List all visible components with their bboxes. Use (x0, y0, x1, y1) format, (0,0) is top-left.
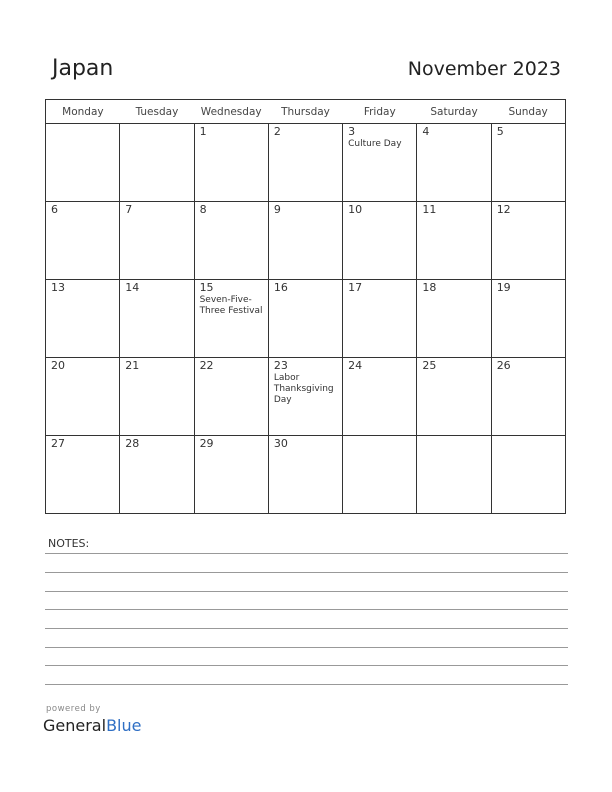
day-cell (491, 280, 565, 358)
week-row (46, 358, 566, 436)
day-event (195, 138, 268, 139)
day-number: 13 (51, 281, 65, 294)
day-event (417, 372, 490, 373)
day-cell (343, 202, 417, 280)
day-cell (417, 202, 491, 280)
day-event (417, 138, 490, 139)
country-title: Japan (52, 56, 114, 81)
day-event (343, 372, 416, 373)
weekday-header-row (46, 100, 566, 124)
day-cell (268, 280, 342, 358)
day-event (492, 372, 565, 373)
notes-line (45, 665, 568, 666)
day-event (492, 138, 565, 139)
notes-line (45, 628, 568, 629)
brand-logo (43, 716, 141, 735)
day-number: 27 (51, 437, 65, 450)
weekday-wednesday: Wednesday (194, 100, 268, 124)
day-number: 23 (273, 359, 288, 372)
day-event (492, 437, 565, 438)
notes-label: NOTES: (48, 537, 90, 550)
brand-general: General (43, 716, 107, 735)
day-event (492, 294, 565, 295)
day-number: 19 (496, 281, 511, 294)
day-number: 17 (348, 281, 363, 294)
weekday-sunday: Sunday (491, 100, 565, 124)
day-event (120, 372, 193, 373)
day-number: 16 (273, 281, 288, 294)
day-event (195, 372, 268, 373)
day-cell (491, 436, 565, 514)
day-cell (268, 358, 342, 436)
day-number: 5 (496, 125, 504, 138)
day-cell (194, 124, 268, 202)
day-cell (194, 202, 268, 280)
weekday-tuesday: Tuesday (120, 100, 194, 124)
day-number: 11 (422, 203, 437, 216)
calendar-grid (45, 99, 566, 514)
day-cell (194, 280, 268, 358)
weekday-saturday: Saturday (417, 100, 491, 124)
day-number: 14 (125, 281, 140, 294)
day-cell (491, 124, 565, 202)
day-number: 21 (125, 359, 140, 372)
day-cell (194, 436, 268, 514)
week-row (46, 280, 566, 358)
day-number: 30 (273, 437, 288, 450)
day-cell (343, 436, 417, 514)
day-number: 15 (199, 281, 214, 294)
day-cell (268, 124, 342, 202)
notes-line (45, 553, 568, 554)
day-number: 24 (348, 359, 363, 372)
day-event (46, 372, 119, 373)
week-row (46, 436, 566, 514)
day-event (417, 216, 490, 217)
day-number: 20 (51, 359, 65, 372)
day-cell (120, 358, 194, 436)
day-event (417, 294, 490, 295)
day-event (417, 437, 490, 438)
day-number: 1 (199, 125, 207, 138)
day-event: Seven-Five-Three Festival (199, 295, 263, 316)
day-event: Labor Thanksgiving Day (273, 373, 334, 405)
notes-line (45, 572, 568, 573)
notes-line (45, 591, 568, 592)
week-row (46, 124, 566, 202)
day-event (120, 450, 193, 451)
day-number: 22 (199, 359, 214, 372)
weekday-monday: Monday (46, 100, 120, 124)
day-cell (268, 202, 342, 280)
day-cell (343, 358, 417, 436)
day-cell (120, 436, 194, 514)
day-cell (194, 358, 268, 436)
day-number: 6 (51, 203, 58, 216)
day-cell (120, 124, 194, 202)
day-event (46, 125, 119, 126)
day-event (120, 125, 193, 126)
day-event (343, 216, 416, 217)
day-cell (491, 358, 565, 436)
day-number: 18 (422, 281, 437, 294)
day-number: 7 (125, 203, 133, 216)
day-number: 8 (199, 203, 207, 216)
day-cell (46, 436, 120, 514)
day-cell (120, 202, 194, 280)
day-number: 2 (273, 125, 281, 138)
day-event (343, 437, 416, 438)
day-event (46, 450, 119, 451)
day-number: 9 (273, 203, 281, 216)
day-cell (417, 358, 491, 436)
day-cell (343, 280, 417, 358)
weekday-friday: Friday (343, 100, 417, 124)
day-number: 10 (348, 203, 363, 216)
day-number: 25 (422, 359, 437, 372)
notes-line (45, 684, 568, 685)
day-number: 28 (125, 437, 140, 450)
day-cell (46, 358, 120, 436)
day-event (343, 294, 416, 295)
day-cell (120, 280, 194, 358)
day-number: 26 (496, 359, 511, 372)
day-cell (417, 280, 491, 358)
day-event (46, 294, 119, 295)
powered-by-text: powered by (46, 704, 101, 714)
day-event (269, 138, 342, 139)
day-event (120, 216, 193, 217)
notes-line (45, 609, 568, 610)
day-event (492, 216, 565, 217)
month-title: November 2023 (407, 58, 561, 80)
day-event (46, 216, 119, 217)
day-event (269, 294, 342, 295)
day-cell (491, 202, 565, 280)
day-number: 4 (422, 125, 430, 138)
notes-line (45, 647, 568, 648)
day-cell (46, 202, 120, 280)
day-event (195, 450, 268, 451)
day-number: 3 (348, 125, 356, 138)
day-event (195, 216, 268, 217)
day-number: 29 (199, 437, 214, 450)
day-event: Culture Day (348, 139, 402, 149)
day-cell (46, 280, 120, 358)
day-cell (417, 436, 491, 514)
day-cell (417, 124, 491, 202)
weekday-thursday: Thursday (268, 100, 342, 124)
day-cell (343, 124, 417, 202)
day-number: 12 (496, 203, 511, 216)
day-event (120, 294, 193, 295)
day-cell (46, 124, 120, 202)
day-event (269, 450, 342, 451)
day-event (269, 216, 342, 217)
brand-blue: Blue (106, 716, 142, 735)
week-row (46, 202, 566, 280)
day-cell (268, 436, 342, 514)
